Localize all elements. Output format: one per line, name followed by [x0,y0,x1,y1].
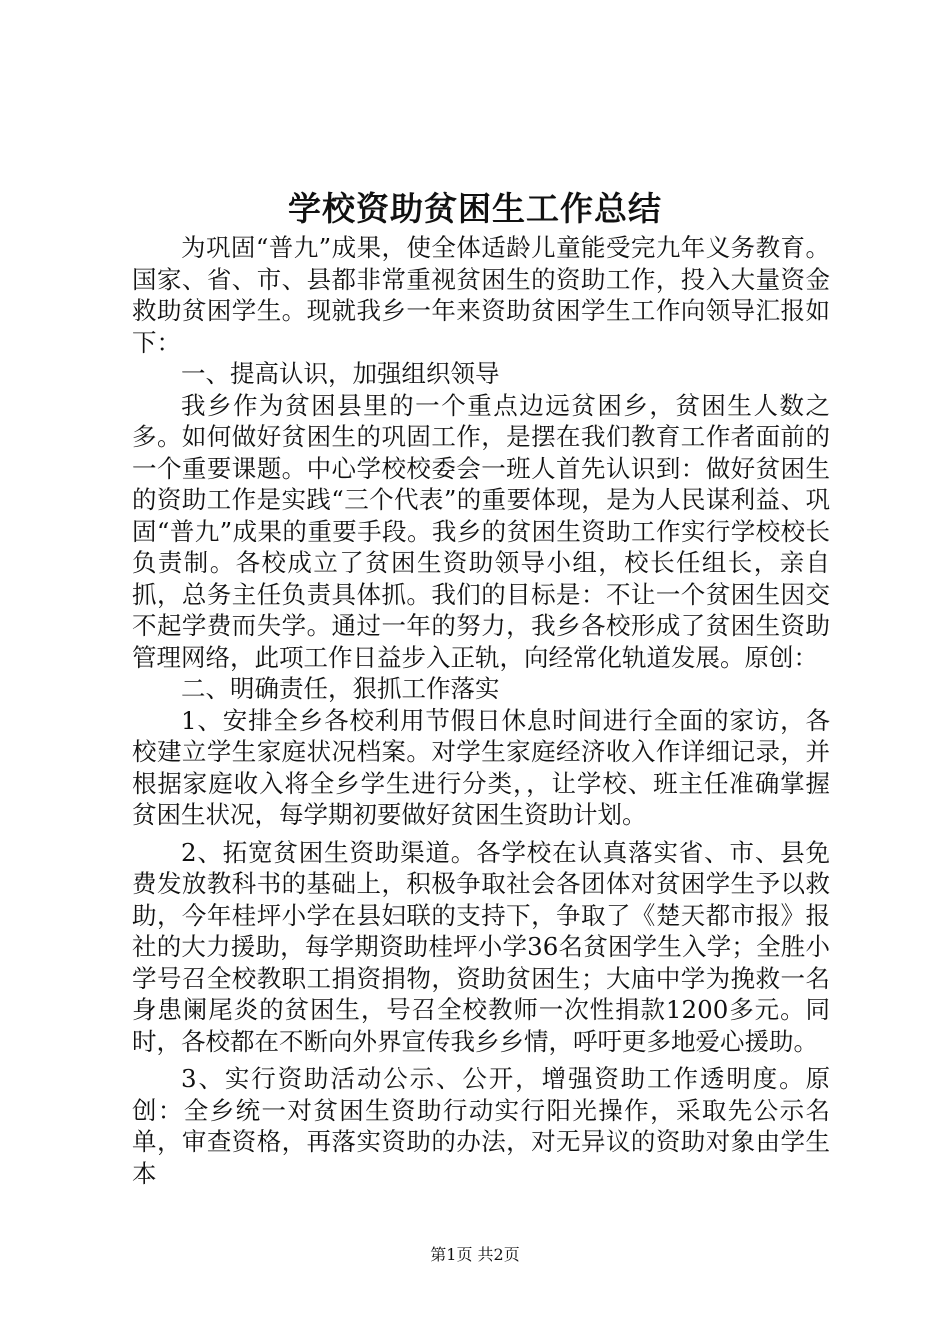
paragraph-intro: 为巩固“普九”成果，使全体适龄儿童能受完九年义务教育。国家、省、市、县都非常重视贫困生的资助工作，投入大量资金救助贫困学生。现就我乡一年来资助贫困学生工作向领导汇报如下： [132,233,830,357]
paragraph-item-3: 3、实行资助活动公示、公开，增强资助工作透明度。原创：全乡统一对贫困生资助行动实行阳光操作，采取先公示名单，审查资格，再落实资助的办法，对无异议的资助对象由学生本 [132,1064,830,1188]
section-heading-1: 一、提高认识，加强组织领导 [181,359,500,388]
section-heading-2: 二、明确责任，狠抓工作落实 [181,674,500,703]
paragraph-item-1: 1、安排全乡各校利用节假日休息时间进行全面的家访，各校建立学生家庭状况档案。对学生家庭经济收入作详细记录，并根据家庭收入将全乡学生进行分类，，让学校、班主任准确掌握贫困生状况，每学期初要做好贫困生资助计划。 [132,705,830,829]
document-body [132,232,830,1189]
page-number: 第1页 共2页 [430,1245,520,1264]
paragraph-section-1: 我乡作为贫困县里的一个重点边远贫困乡，贫困生人数之多。如何做好贫困生的巩固工作，是摆在我们教育工作者面前的一个重要课题。中心学校校委会一班人首先认识到：做好贫困生的资助工作是实践“三个代表”的重要体现，是为人民谋利益、巩固“普九”成果的重要手段。我乡的贫困生资助工作实行学校校长负责制。各校成立了贫困生资助领导小组，校长任组长，亲自抓，总务主任负责具体抓。我们的目标是：不让一个贫困生因交不起学费而失学。通过一年的努力，我乡各校形成了贫困生资助管理网络，此项工作日益步入正轨，向经常化轨道发展。原创： [132,390,830,672]
document-title: 学校资助贫困生工作总结 [288,189,662,228]
paragraph-item-2: 2、拓宽贫困生资助渠道。各学校在认真落实省、市、县免费发放教科书的基础上，积极争取社会各团体对贫困学生予以救助，今年桂坪小学在县妇联的支持下，争取了《楚天都市报》报社的大力援助，每学期资助桂坪小学36名贫困学生入学；全胜小学号召全校教职工捐资捐物，资助贫困生；大庙中学为挽救一名身患阑尾炎的贫困生，号召全校教师一次性捐款1200多元。同时，各校都在不断向外界宣传我乡乡情，呼吁更多地爱心援助。 [132,837,830,1056]
